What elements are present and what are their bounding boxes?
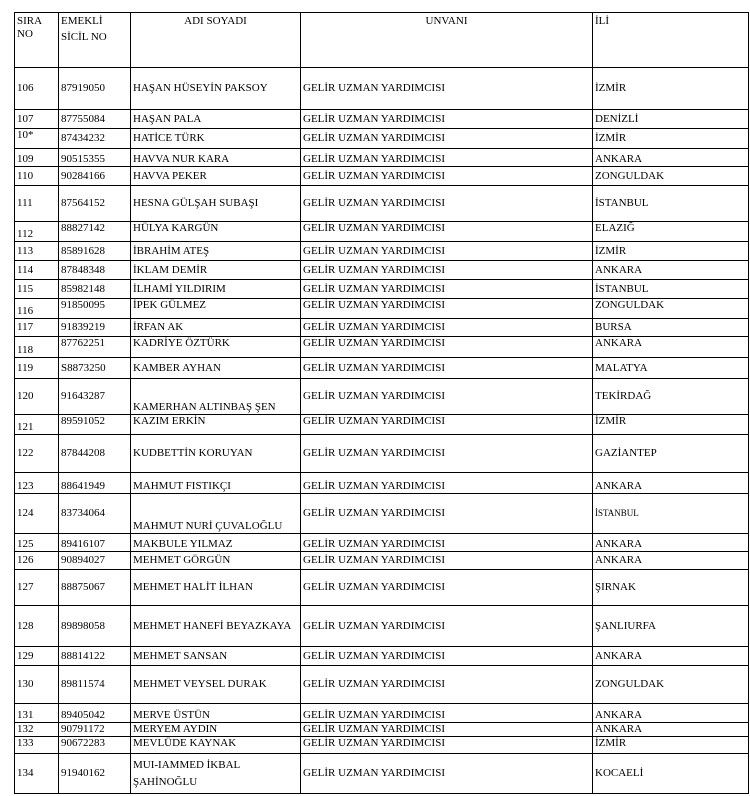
cell-unvan: GELİR UZMAN YARDIMCISI — [301, 110, 593, 129]
cell-il: İZMİR — [593, 129, 749, 149]
cell-il: DENİZLİ — [593, 110, 749, 129]
cell-il: ŞANLIURFA — [593, 606, 749, 647]
cell-adi: MERVE ÜSTÜN — [131, 704, 301, 723]
cell-il: BURSA — [593, 319, 749, 337]
cell-sicil: 87844208 — [59, 435, 131, 473]
cell-adi: İPEK GÜLMEZ — [131, 299, 301, 319]
cell-il: TEKİRDAĞ — [593, 379, 749, 415]
cell-unvan: GELİR UZMAN YARDIMCISI — [301, 337, 593, 358]
cell-adi: KADRİYE ÖZTÜRK — [131, 337, 301, 358]
cell-unvan: GELİR UZMAN YARDIMCISI — [301, 319, 593, 337]
cell-sira: 111 — [15, 186, 59, 222]
cell-il: ANKARA — [593, 647, 749, 666]
cell-adi: MEHMET HALİT İLHAN — [131, 570, 301, 606]
cell-sicil: 85982148 — [59, 280, 131, 299]
cell-sira: 117 — [15, 319, 59, 337]
cell-il: KOCAELİ — [593, 754, 749, 794]
cell-adi: MEVLÜDE KAYNAK — [131, 737, 301, 754]
cell-il: ANKARA — [593, 473, 749, 494]
cell-adi: İKLAM DEMİR — [131, 261, 301, 280]
cell-sicil: 87848348 — [59, 261, 131, 280]
table-row — [15, 534, 749, 552]
cell-il: ANKARA — [593, 337, 749, 358]
cell-sicil: 89811574 — [59, 666, 131, 704]
cell-unvan: GELİR UZMAN YARDIMCISI — [301, 149, 593, 167]
table-row — [15, 473, 749, 494]
header-sicil-line1: EMEKLİ — [61, 15, 103, 27]
cell-il: ZONGULDAK — [593, 167, 749, 186]
cell-sicil: 88827142 — [59, 222, 131, 242]
cell-adi: HESNA GÜLŞAH SUBAŞI — [131, 186, 301, 222]
cell-sira: 130 — [15, 666, 59, 704]
cell-sicil: 85891628 — [59, 242, 131, 261]
cell-il: İZMİR — [593, 415, 749, 435]
cell-sira: 118 — [15, 337, 59, 358]
table-row — [15, 606, 749, 647]
cell-sicil: 88875067 — [59, 570, 131, 606]
cell-unvan: GELİR UZMAN YARDIMCISI — [301, 754, 593, 794]
cell-adi: MAHMUT FISTIKÇI — [131, 473, 301, 494]
cell-adi: İRFAN AK — [131, 319, 301, 337]
table-row — [15, 68, 749, 110]
cell-adi: MAHMUT NURİ ÇUVALOĞLU — [131, 494, 301, 534]
table-row — [15, 280, 749, 299]
cell-sira: 114 — [15, 261, 59, 280]
header-row — [15, 13, 749, 68]
cell-unvan: GELİR UZMAN YARDIMCISI — [301, 606, 593, 647]
table-row — [15, 647, 749, 666]
header-sicil-line2: SİCİL NO — [61, 31, 107, 43]
cell-sira: 131 — [15, 704, 59, 723]
table-body — [15, 68, 749, 794]
cell-unvan: GELİR UZMAN YARDIMCISI — [301, 666, 593, 704]
cell-unvan: GELİR UZMAN YARDIMCISI — [301, 415, 593, 435]
header-adi: ADI SOYADI — [131, 13, 301, 68]
cell-il: ANKARA — [593, 261, 749, 280]
cell-unvan: GELİR UZMAN YARDIMCISI — [301, 647, 593, 666]
cell-sira: 121 — [15, 415, 59, 435]
table-row — [15, 435, 749, 473]
table-row — [15, 494, 749, 534]
cell-il: ŞIRNAK — [593, 570, 749, 606]
cell-sira: 113 — [15, 242, 59, 261]
cell-sira: 10* — [15, 129, 59, 149]
table-row — [15, 337, 749, 358]
cell-adi: MERYEM AYDIN — [131, 723, 301, 737]
header-sicil — [59, 13, 131, 68]
cell-il: ELAZIĞ — [593, 222, 749, 242]
cell-unvan: GELİR UZMAN YARDIMCISI — [301, 68, 593, 110]
cell-il: İSTANBUL — [593, 280, 749, 299]
cell-sira: 129 — [15, 647, 59, 666]
cell-sira: 120 — [15, 379, 59, 415]
cell-adi: MEHMET HANEFİ BEYAZKAYA — [131, 606, 301, 647]
cell-unvan: GELİR UZMAN YARDIMCISI — [301, 186, 593, 222]
cell-il: ANKARA — [593, 704, 749, 723]
cell-il: İZMİR — [593, 737, 749, 754]
cell-adi: MEHMET SANSAN — [131, 647, 301, 666]
cell-sira: 123 — [15, 473, 59, 494]
cell-sicil: 87919050 — [59, 68, 131, 110]
cell-il: İZMİR — [593, 68, 749, 110]
table-row — [15, 261, 749, 280]
table-row — [15, 754, 749, 794]
cell-unvan: GELİR UZMAN YARDIMCISI — [301, 280, 593, 299]
cell-adi: İLHAMİ YILDIRIM — [131, 280, 301, 299]
cell-sicil: 90672283 — [59, 737, 131, 754]
cell-il: ANKARA — [593, 534, 749, 552]
cell-unvan: GELİR UZMAN YARDIMCISI — [301, 222, 593, 242]
cell-sicil: 91850095 — [59, 299, 131, 319]
table-row — [15, 723, 749, 737]
cell-sira: 107 — [15, 110, 59, 129]
table-row — [15, 737, 749, 754]
cell-il: MALATYA — [593, 358, 749, 379]
cell-sira: 125 — [15, 534, 59, 552]
table-row — [15, 186, 749, 222]
cell-il: ANKARA — [593, 149, 749, 167]
cell-sicil: 89405042 — [59, 704, 131, 723]
cell-adi: HAŞAN HÜSEYİN PAKSOY — [131, 68, 301, 110]
cell-sicil: 88641949 — [59, 473, 131, 494]
cell-sira: 124 — [15, 494, 59, 534]
cell-unvan: GELİR UZMAN YARDIMCISI — [301, 494, 593, 534]
personnel-table — [14, 12, 749, 794]
table-row — [15, 242, 749, 261]
table-row — [15, 149, 749, 167]
table-row — [15, 552, 749, 570]
cell-unvan: GELİR UZMAN YARDIMCISI — [301, 261, 593, 280]
table-row — [15, 666, 749, 704]
cell-unvan: GELİR UZMAN YARDIMCISI — [301, 723, 593, 737]
cell-sicil: 90284166 — [59, 167, 131, 186]
cell-il: İZMİR — [593, 242, 749, 261]
cell-sicil: 91643287 — [59, 379, 131, 415]
cell-adi: KUDBETTİN KORUYAN — [131, 435, 301, 473]
table-row — [15, 415, 749, 435]
cell-unvan: GELİR UZMAN YARDIMCISI — [301, 242, 593, 261]
cell-adi: HAVVA PEKER — [131, 167, 301, 186]
cell-il: İSTANBUL — [593, 494, 749, 534]
cell-unvan: GELİR UZMAN YARDIMCISI — [301, 473, 593, 494]
cell-sicil: 91940162 — [59, 754, 131, 794]
cell-sira: 112 — [15, 222, 59, 242]
cell-sira: 133 — [15, 737, 59, 754]
cell-il: ANKARA — [593, 552, 749, 570]
table-row — [15, 222, 749, 242]
cell-unvan: GELİR UZMAN YARDIMCISI — [301, 570, 593, 606]
cell-sicil: 87762251 — [59, 337, 131, 358]
cell-sira: 128 — [15, 606, 59, 647]
table-row — [15, 570, 749, 606]
cell-sira: 109 — [15, 149, 59, 167]
cell-adi: HATİCE TÜRK — [131, 129, 301, 149]
cell-unvan: GELİR UZMAN YARDIMCISI — [301, 704, 593, 723]
table-row — [15, 129, 749, 149]
cell-adi: HÜLYA KARGÜN — [131, 222, 301, 242]
cell-unvan: GELİR UZMAN YARDIMCISI — [301, 534, 593, 552]
header-sira: SIRA NO — [15, 13, 59, 68]
cell-sicil: 89898058 — [59, 606, 131, 647]
header-ili: İLİ — [593, 13, 749, 68]
cell-adi: KAZIM ERKİN — [131, 415, 301, 435]
cell-sicil: 87564152 — [59, 186, 131, 222]
cell-sira: 106 — [15, 68, 59, 110]
cell-il: GAZİANTEP — [593, 435, 749, 473]
table-row — [15, 167, 749, 186]
cell-unvan: GELİR UZMAN YARDIMCISI — [301, 379, 593, 415]
cell-sicil: 90894027 — [59, 552, 131, 570]
cell-sicil: 89591052 — [59, 415, 131, 435]
cell-adi: MAKBULE YILMAZ — [131, 534, 301, 552]
cell-unvan: GELİR UZMAN YARDIMCISI — [301, 167, 593, 186]
table-row — [15, 704, 749, 723]
cell-sicil: 89416107 — [59, 534, 131, 552]
table-row — [15, 358, 749, 379]
cell-adi: MEHMET GÖRGÜN — [131, 552, 301, 570]
cell-unvan: GELİR UZMAN YARDIMCISI — [301, 358, 593, 379]
cell-sira: 132 — [15, 723, 59, 737]
cell-sira: 122 — [15, 435, 59, 473]
cell-sicil: 90515355 — [59, 149, 131, 167]
cell-sicil: S8873250 — [59, 358, 131, 379]
cell-sira: 119 — [15, 358, 59, 379]
cell-unvan: GELİR UZMAN YARDIMCISI — [301, 552, 593, 570]
cell-adi: MEHMET VEYSEL DURAK — [131, 666, 301, 704]
cell-il: ANKARA — [593, 723, 749, 737]
cell-il: İSTANBUL — [593, 186, 749, 222]
cell-sicil: 87434232 — [59, 129, 131, 149]
cell-unvan: GELİR UZMAN YARDIMCISI — [301, 435, 593, 473]
table-row — [15, 110, 749, 129]
cell-sicil: 87755084 — [59, 110, 131, 129]
table-row — [15, 379, 749, 415]
table-row — [15, 299, 749, 319]
cell-unvan: GELİR UZMAN YARDIMCISI — [301, 129, 593, 149]
cell-sira: 116 — [15, 299, 59, 319]
cell-unvan: GELİR UZMAN YARDIMCISI — [301, 737, 593, 754]
cell-sira: 134 — [15, 754, 59, 794]
cell-adi: HAŞAN PALA — [131, 110, 301, 129]
table-row — [15, 319, 749, 337]
cell-sira: 126 — [15, 552, 59, 570]
cell-sira: 110 — [15, 167, 59, 186]
cell-sira: 127 — [15, 570, 59, 606]
cell-sicil: 90791172 — [59, 723, 131, 737]
header-unvan: UNVANI — [301, 13, 593, 68]
cell-il: ZONGULDAK — [593, 299, 749, 319]
cell-unvan: GELİR UZMAN YARDIMCISI — [301, 299, 593, 319]
cell-adi: HAVVA NUR KARA — [131, 149, 301, 167]
cell-adi: İBRAHİM ATEŞ — [131, 242, 301, 261]
cell-sicil: 83734064 — [59, 494, 131, 534]
cell-sicil: 88814122 — [59, 647, 131, 666]
cell-il: ZONGULDAK — [593, 666, 749, 704]
cell-sicil: 91839219 — [59, 319, 131, 337]
cell-adi: KAMBER AYHAN — [131, 358, 301, 379]
cell-adi: KAMERHAN ALTINBAŞ ŞEN — [131, 379, 301, 415]
cell-adi: MUI-IAMMED İKBAL ŞAHİNOĞLU — [131, 754, 301, 794]
cell-sira: 115 — [15, 280, 59, 299]
